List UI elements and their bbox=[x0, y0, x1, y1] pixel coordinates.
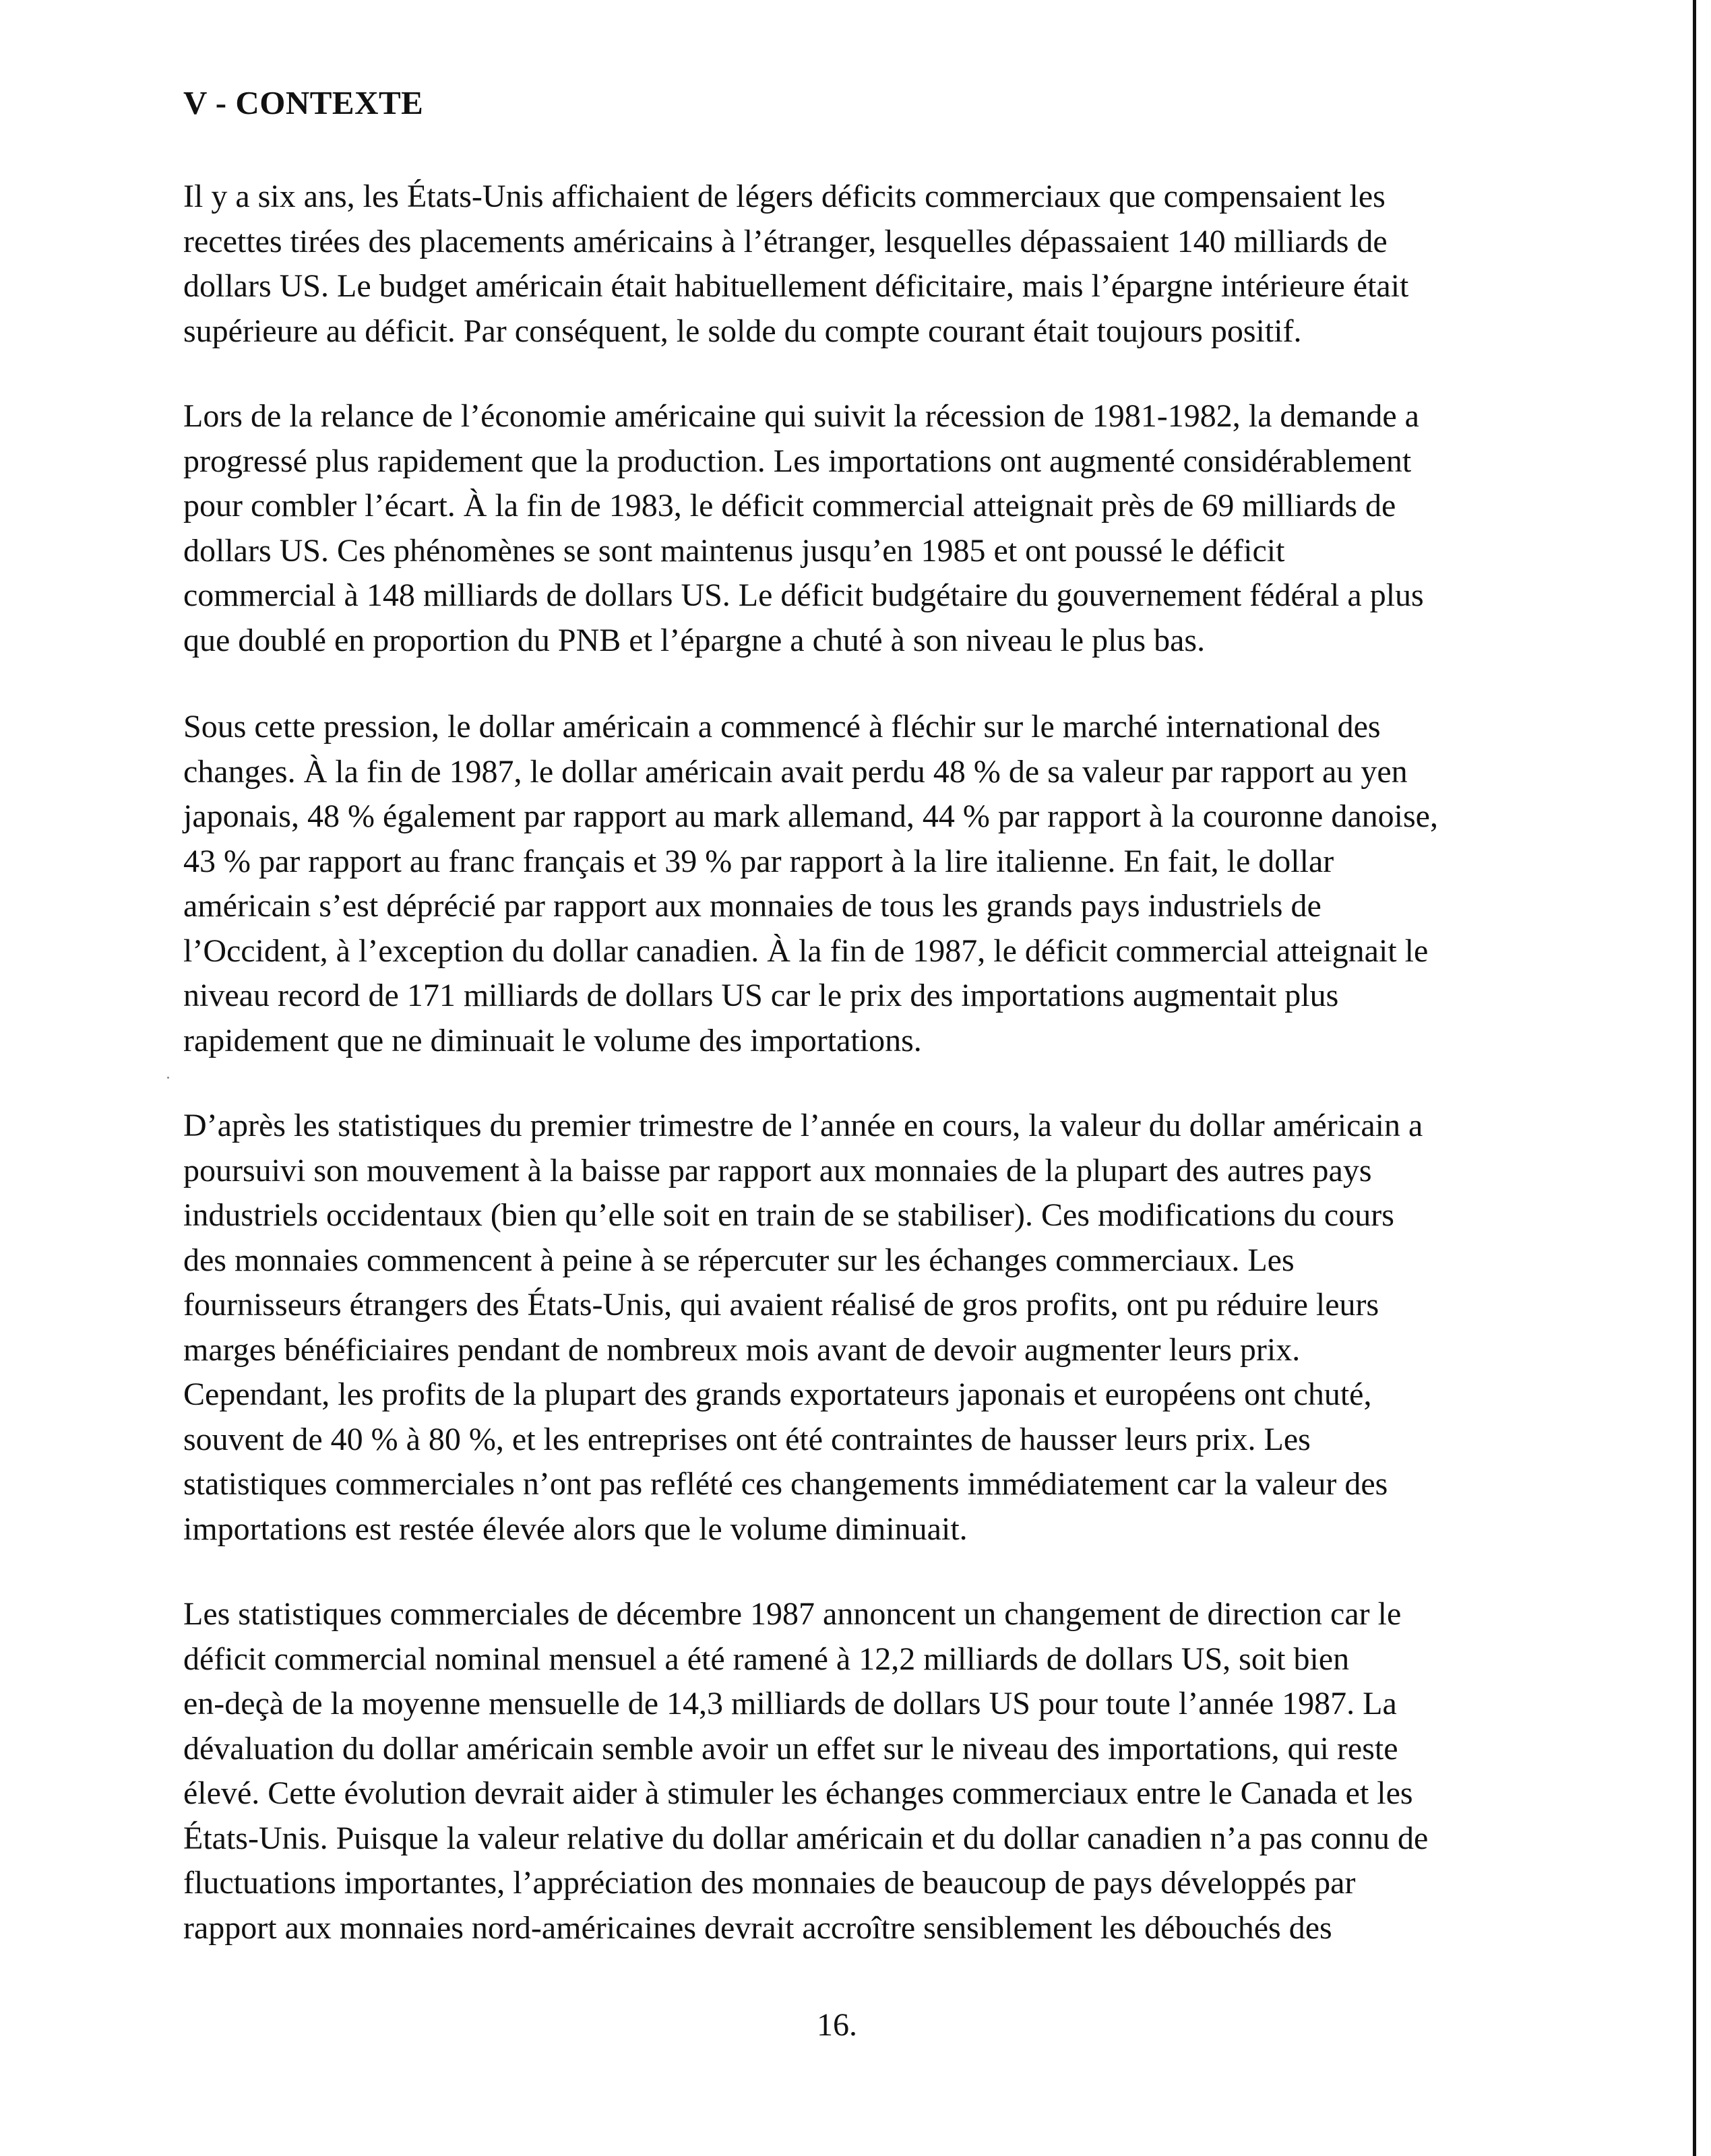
paragraph-line: Cependant, les profits de la plupart des grands exportateurs japonais et européens ont chuté, bbox=[183, 1376, 1372, 1412]
paragraph-line: américain s’est déprécié par rapport aux monnaies de tous les grands pays industriels de bbox=[183, 888, 1321, 924]
paragraph-line: 43 % par rapport au franc français et 39 % par rapport à la lire italienne. En fait, le dollar bbox=[183, 843, 1334, 879]
paragraph-line: changes. À la fin de 1987, le dollar américain avait perdu 48 % de sa valeur par rapport au yen bbox=[183, 753, 1408, 790]
paragraph-line: Sous cette pression, le dollar américain a commencé à fléchir sur le marché international des bbox=[183, 709, 1381, 744]
paragraph-line: Lors de la relance de l’économie américaine qui suivit la récession de 1981-1982, la demande a bbox=[183, 398, 1419, 434]
paragraph-line: des monnaies commencent à peine à se répercuter sur les échanges commerciaux. Les bbox=[183, 1242, 1295, 1278]
paragraph-2 bbox=[183, 394, 1424, 663]
paragraph-line: Les statistiques commerciales de décembre 1987 annoncent un changement de direction car le bbox=[183, 1596, 1402, 1632]
scan-speck bbox=[167, 1077, 169, 1079]
paragraph-line: dollars US. Le budget américain était habituellement déficitaire, mais l’épargne intérieure était bbox=[183, 268, 1409, 304]
paragraph-4 bbox=[183, 1104, 1423, 1552]
paragraph-line: souvent de 40 % à 80 %, et les entreprises ont été contraintes de hausser leurs prix. Les bbox=[183, 1421, 1311, 1457]
paragraph-line: déficit commercial nominal mensuel a été ramené à 12,2 milliards de dollars US, soit bien bbox=[183, 1641, 1350, 1677]
paragraph-line: japonais, 48 % également par rapport au mark allemand, 44 % par rapport à la couronne danoise, bbox=[183, 798, 1438, 834]
page-edge-border bbox=[1693, 0, 1696, 2156]
paragraph-line: supérieure au déficit. Par conséquent, le solde du compte courant était toujours positif. bbox=[183, 313, 1302, 349]
paragraph-line: élevé. Cette évolution devrait aider à stimuler les échanges commerciaux entre le Canada et les bbox=[183, 1775, 1413, 1811]
paragraph-line: rapidement que ne diminuait le volume des importations. bbox=[183, 1022, 922, 1058]
paragraph-line: que doublé en proportion du PNB et l’épargne a chuté à son niveau le plus bas. bbox=[183, 622, 1206, 658]
paragraph-line: poursuivi son mouvement à la baisse par rapport aux monnaies de la plupart des autres pays bbox=[183, 1152, 1372, 1188]
paragraph-line: rapport aux monnaies nord-américaines devrait accroître sensiblement les débouchés des bbox=[183, 1909, 1332, 1946]
paragraph-line: l’Occident, à l’exception du dollar canadien. À la fin de 1987, le déficit commercial atteignait le bbox=[183, 932, 1429, 969]
paragraph-line: recettes tirées des placements américains à l’étranger, lesquelles dépassaient 140 milliards de bbox=[183, 223, 1388, 259]
paragraph-line: marges bénéficiaires pendant de nombreux mois avant de devoir augmenter leurs prix. bbox=[183, 1331, 1301, 1368]
paragraph-line: progressé plus rapidement que la production. Les importations ont augmenté considérablement bbox=[183, 443, 1412, 479]
paragraph-5 bbox=[183, 1592, 1428, 1951]
paragraph-1 bbox=[183, 175, 1408, 354]
paragraph-line: industriels occidentaux (bien qu’elle soit en train de se stabiliser). Ces modifications du cours bbox=[183, 1197, 1394, 1233]
paragraph-line: États-Unis. Puisque la valeur relative du dollar américain et du dollar canadien n’a pas connu de bbox=[183, 1820, 1429, 1856]
paragraph-line: D’après les statistiques du premier trimestre de l’année en cours, la valeur du dollar américain a bbox=[183, 1108, 1423, 1143]
paragraph-line: dollars US. Ces phénomènes se sont maintenus jusqu’en 1985 et ont poussé le déficit bbox=[183, 532, 1285, 569]
paragraph-line: commercial à 148 milliards de dollars US. Le déficit budgétaire du gouvernement fédéral a plus bbox=[183, 577, 1424, 613]
paragraph-line: pour combler l’écart. À la fin de 1983, le déficit commercial atteignait près de 69 milliards de bbox=[183, 488, 1396, 524]
paragraph-line: niveau record de 171 milliards de dollars US car le prix des importations augmentait plus bbox=[183, 978, 1339, 1013]
paragraph-line: importations est restée élevée alors que le volume diminuait. bbox=[183, 1511, 968, 1547]
page-number: 16. bbox=[817, 2007, 857, 2043]
paragraph-line: fournisseurs étrangers des États-Unis, qui avaient réalisé de gros profits, ont pu réduire leurs bbox=[183, 1287, 1379, 1323]
paragraph-line: dévaluation du dollar américain semble avoir un effet sur le niveau des importations, qui reste bbox=[183, 1730, 1398, 1767]
paragraph-line: en-deçà de la moyenne mensuelle de 14,3 milliards de dollars US pour toute l’année 1987. La bbox=[183, 1686, 1397, 1721]
paragraph-3 bbox=[183, 705, 1438, 1063]
paragraph-line: statistiques commerciales n’ont pas reflété ces changements immédiatement car la valeur des bbox=[183, 1466, 1388, 1502]
paragraph-line: fluctuations importantes, l’appréciation des monnaies de beaucoup de pays développés par bbox=[183, 1865, 1356, 1901]
paragraph-line: Il y a six ans, les États-Unis affichaient de légers déficits commerciaux que compensaient les bbox=[183, 179, 1386, 214]
section-heading: V - CONTEXTE bbox=[183, 84, 424, 121]
